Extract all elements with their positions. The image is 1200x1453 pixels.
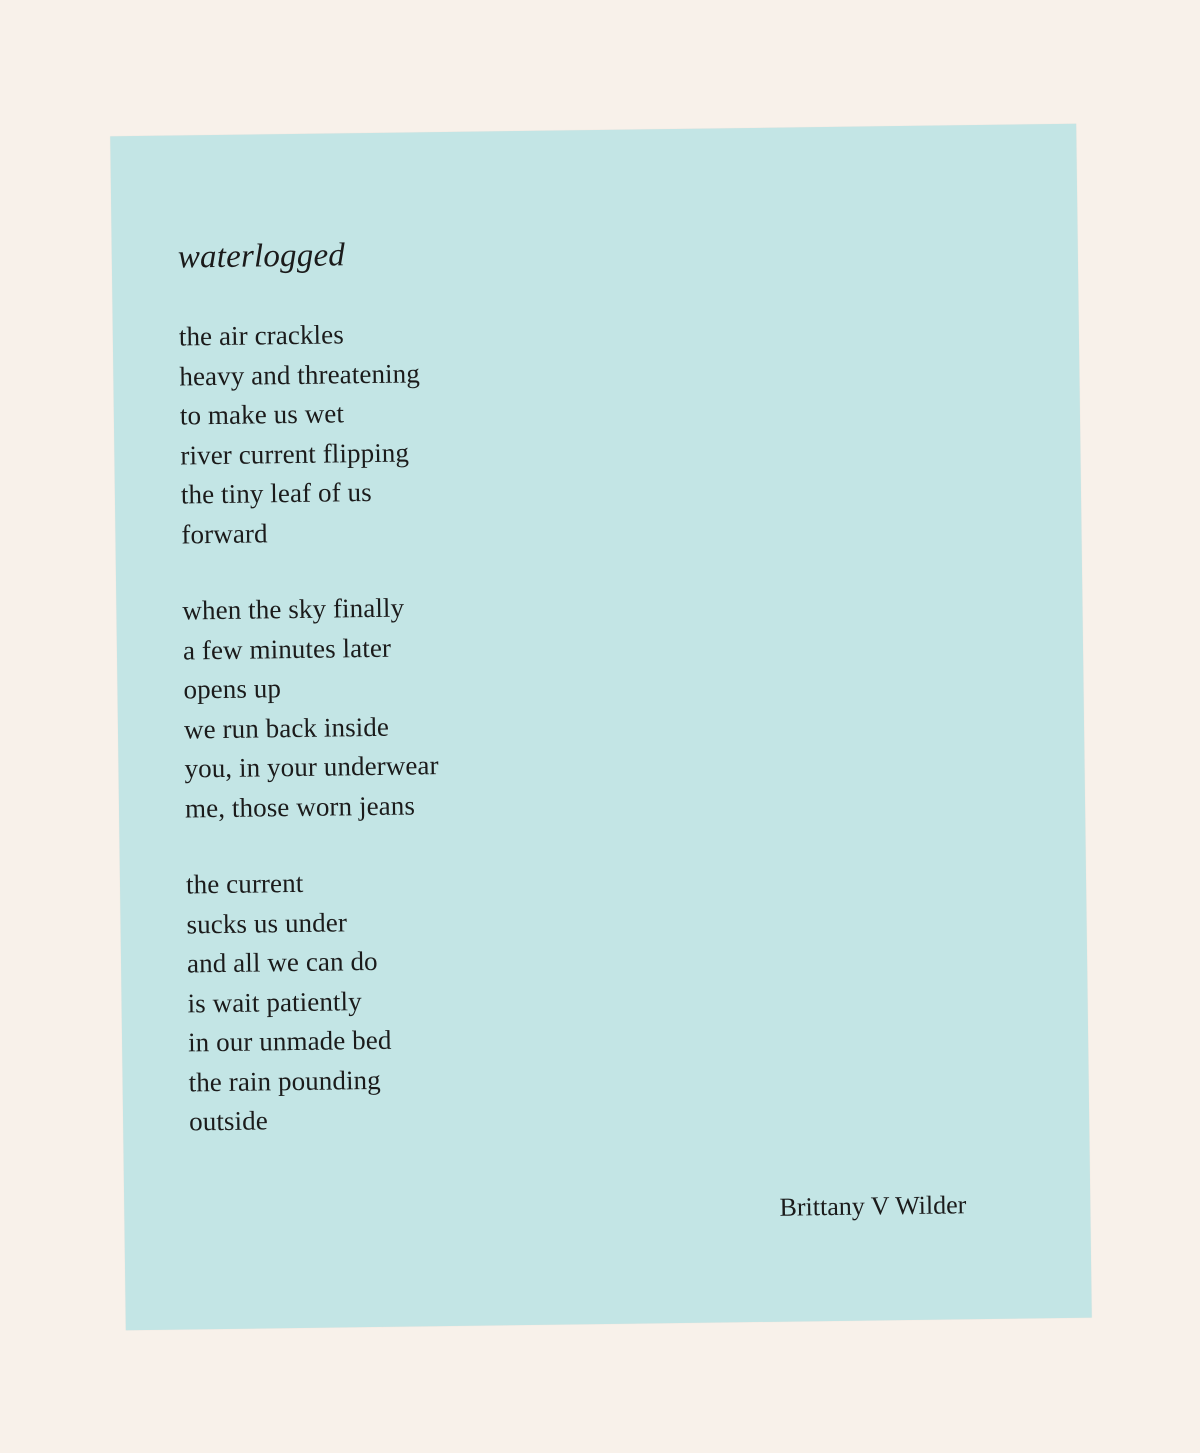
stanza-2: [182, 588, 439, 828]
poem-line: opens up: [183, 673, 282, 705]
author-name: Brittany V Wilder: [779, 1190, 967, 1222]
poem-line: river current flipping: [180, 436, 410, 470]
poem-line: in our unmade bed: [187, 1024, 392, 1058]
poem-line: and all we can do: [186, 945, 378, 979]
poem-card: [110, 124, 1092, 1331]
poem-line: forward: [181, 517, 268, 549]
poem-line: to make us wet: [179, 398, 345, 431]
poem-line: the rain pounding: [188, 1064, 381, 1097]
poem-line: we run back inside: [183, 711, 390, 744]
poem-line: the tiny leaf of us: [180, 476, 372, 510]
stanza-1: [179, 314, 436, 554]
poem-title: waterlogged: [177, 237, 346, 276]
poem-body: [178, 234, 444, 1179]
stanza-3: [186, 862, 444, 1142]
poem-line: when the sky finally: [182, 592, 405, 626]
poem-line: sucks us under: [186, 906, 348, 939]
poem-line: you, in your underwear: [184, 750, 439, 784]
poem-line: a few minutes later: [182, 632, 392, 665]
poem-line: the air crackles: [178, 319, 345, 352]
poem-line: outside: [188, 1105, 269, 1137]
poem-line: is wait patiently: [187, 985, 362, 1018]
poem-line: the current: [185, 867, 304, 900]
poem-line: heavy and threatening: [179, 357, 421, 391]
poem-line: me, those worn jeans: [184, 789, 416, 823]
